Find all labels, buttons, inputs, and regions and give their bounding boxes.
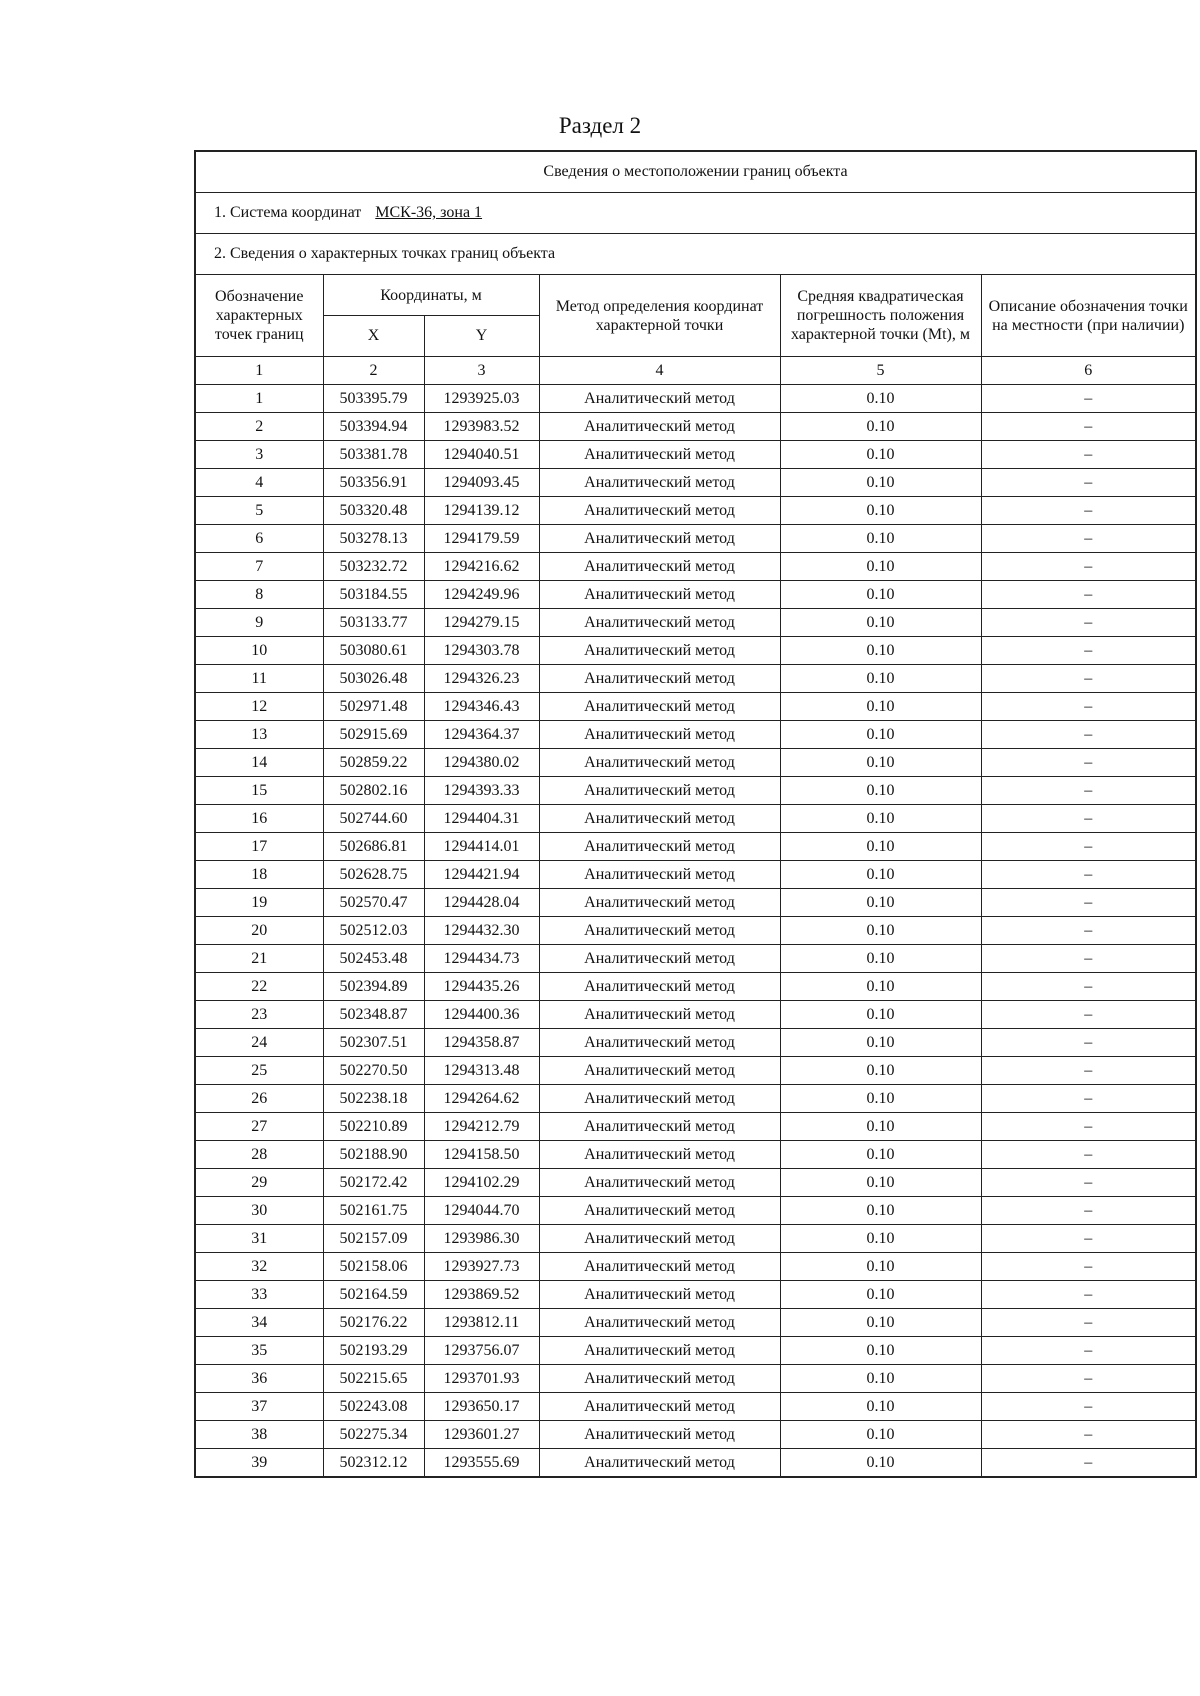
point-number: 22 — [195, 973, 323, 1001]
coord-x: 502210.89 — [323, 1113, 424, 1141]
method-cell: Аналитический метод — [539, 777, 780, 805]
method-cell: Аналитический метод — [539, 1337, 780, 1365]
point-number: 31 — [195, 1225, 323, 1253]
method-cell: Аналитический метод — [539, 497, 780, 525]
description-cell: – — [981, 1421, 1196, 1449]
coord-x: 503184.55 — [323, 581, 424, 609]
mt-cell: 0.10 — [780, 805, 981, 833]
coord-y: 1294264.62 — [424, 1085, 539, 1113]
coord-x: 502915.69 — [323, 721, 424, 749]
description-cell: – — [981, 469, 1196, 497]
point-number: 18 — [195, 861, 323, 889]
point-number: 33 — [195, 1281, 323, 1309]
description-cell: – — [981, 749, 1196, 777]
mt-cell: 0.10 — [780, 1197, 981, 1225]
point-number: 14 — [195, 749, 323, 777]
mt-cell: 0.10 — [780, 609, 981, 637]
description-cell: – — [981, 609, 1196, 637]
description-cell: – — [981, 721, 1196, 749]
mt-cell: 0.10 — [780, 637, 981, 665]
description-cell: – — [981, 637, 1196, 665]
table-row — [195, 805, 1196, 833]
description-cell: – — [981, 1169, 1196, 1197]
mt-cell: 0.10 — [780, 721, 981, 749]
table-row — [195, 777, 1196, 805]
description-cell: – — [981, 889, 1196, 917]
point-number: 26 — [195, 1085, 323, 1113]
table-row — [195, 497, 1196, 525]
point-number: 9 — [195, 609, 323, 637]
table-banner: Сведения о местоположении границ объекта — [195, 151, 1196, 193]
coord-x: 502215.65 — [323, 1365, 424, 1393]
table-row — [195, 609, 1196, 637]
coord-y: 1293756.07 — [424, 1337, 539, 1365]
method-cell: Аналитический метод — [539, 581, 780, 609]
coord-y: 1294216.62 — [424, 553, 539, 581]
boundary-points-table — [194, 150, 1197, 1478]
description-cell: – — [981, 1113, 1196, 1141]
table-row — [195, 469, 1196, 497]
description-cell: – — [981, 581, 1196, 609]
header-designation: Обозначение характерных точек границ — [195, 275, 323, 357]
point-number: 32 — [195, 1253, 323, 1281]
header-x: X — [323, 316, 424, 357]
coord-y: 1294158.50 — [424, 1141, 539, 1169]
coord-x: 502161.75 — [323, 1197, 424, 1225]
description-cell: – — [981, 1225, 1196, 1253]
coord-y: 1293986.30 — [424, 1225, 539, 1253]
header-error: Средняя квадратическая погрешность положения характерной точки (Mt), м — [780, 275, 981, 357]
table-row — [195, 1169, 1196, 1197]
coord-x: 502157.09 — [323, 1225, 424, 1253]
mt-cell: 0.10 — [780, 833, 981, 861]
method-cell: Аналитический метод — [539, 609, 780, 637]
table-row — [195, 973, 1196, 1001]
coord-y: 1294432.30 — [424, 917, 539, 945]
table-row — [195, 1281, 1196, 1309]
coord-x: 503320.48 — [323, 497, 424, 525]
coord-x: 502628.75 — [323, 861, 424, 889]
method-cell: Аналитический метод — [539, 1253, 780, 1281]
coord-system-label: 1. Система координат — [214, 204, 362, 221]
coord-system-value: МСК-36, зона 1 — [375, 204, 483, 221]
coord-y: 1294326.23 — [424, 665, 539, 693]
coord-x: 502971.48 — [323, 693, 424, 721]
coord-y: 1294313.48 — [424, 1057, 539, 1085]
column-number: 1 — [195, 357, 323, 385]
description-cell: – — [981, 861, 1196, 889]
point-number: 4 — [195, 469, 323, 497]
mt-cell: 0.10 — [780, 1085, 981, 1113]
point-number: 7 — [195, 553, 323, 581]
description-cell: – — [981, 1309, 1196, 1337]
method-cell: Аналитический метод — [539, 1225, 780, 1253]
point-number: 19 — [195, 889, 323, 917]
description-cell: – — [981, 553, 1196, 581]
coord-x: 503395.79 — [323, 385, 424, 413]
coord-y: 1294393.33 — [424, 777, 539, 805]
table-row — [195, 1085, 1196, 1113]
point-number: 37 — [195, 1393, 323, 1421]
description-cell: – — [981, 805, 1196, 833]
coord-x: 502176.22 — [323, 1309, 424, 1337]
coord-y: 1293925.03 — [424, 385, 539, 413]
coord-x: 503381.78 — [323, 441, 424, 469]
table-row — [195, 861, 1196, 889]
table-row — [195, 1365, 1196, 1393]
coord-x: 502275.34 — [323, 1421, 424, 1449]
mt-cell: 0.10 — [780, 1365, 981, 1393]
mt-cell: 0.10 — [780, 1169, 981, 1197]
table-row — [195, 917, 1196, 945]
header-method: Метод определения координат характерной точки — [539, 275, 780, 357]
description-cell: – — [981, 525, 1196, 553]
table-row — [195, 581, 1196, 609]
mt-cell: 0.10 — [780, 1337, 981, 1365]
coord-x: 502512.03 — [323, 917, 424, 945]
coord-y: 1293812.11 — [424, 1309, 539, 1337]
point-number: 20 — [195, 917, 323, 945]
mt-cell: 0.10 — [780, 973, 981, 1001]
method-cell: Аналитический метод — [539, 1365, 780, 1393]
point-number: 21 — [195, 945, 323, 973]
coord-x: 502570.47 — [323, 889, 424, 917]
point-number: 34 — [195, 1309, 323, 1337]
table-row — [195, 1449, 1196, 1478]
description-cell: – — [981, 945, 1196, 973]
coord-x: 502158.06 — [323, 1253, 424, 1281]
coord-x: 502307.51 — [323, 1029, 424, 1057]
coord-x: 502859.22 — [323, 749, 424, 777]
coord-x: 503356.91 — [323, 469, 424, 497]
method-cell: Аналитический метод — [539, 665, 780, 693]
coord-x: 503133.77 — [323, 609, 424, 637]
point-number: 38 — [195, 1421, 323, 1449]
method-cell: Аналитический метод — [539, 1085, 780, 1113]
coord-y: 1294346.43 — [424, 693, 539, 721]
coord-y: 1293869.52 — [424, 1281, 539, 1309]
description-cell: – — [981, 497, 1196, 525]
point-number: 27 — [195, 1113, 323, 1141]
method-cell: Аналитический метод — [539, 833, 780, 861]
point-number: 25 — [195, 1057, 323, 1085]
description-cell: – — [981, 917, 1196, 945]
coord-x: 502188.90 — [323, 1141, 424, 1169]
mt-cell: 0.10 — [780, 1057, 981, 1085]
point-number: 29 — [195, 1169, 323, 1197]
point-number: 3 — [195, 441, 323, 469]
mt-cell: 0.10 — [780, 749, 981, 777]
coord-y: 1294380.02 — [424, 749, 539, 777]
table-row — [195, 385, 1196, 413]
mt-cell: 0.10 — [780, 777, 981, 805]
coord-y: 1294212.79 — [424, 1113, 539, 1141]
description-cell: – — [981, 1085, 1196, 1113]
mt-cell: 0.10 — [780, 1141, 981, 1169]
coord-y: 1294400.36 — [424, 1001, 539, 1029]
method-cell: Аналитический метод — [539, 1029, 780, 1057]
coord-x: 502802.16 — [323, 777, 424, 805]
coord-x: 502193.29 — [323, 1337, 424, 1365]
coord-x: 502348.87 — [323, 1001, 424, 1029]
mt-cell: 0.10 — [780, 413, 981, 441]
coord-y: 1294040.51 — [424, 441, 539, 469]
description-cell: – — [981, 1365, 1196, 1393]
mt-cell: 0.10 — [780, 1449, 981, 1478]
mt-cell: 0.10 — [780, 525, 981, 553]
coord-x: 502453.48 — [323, 945, 424, 973]
description-cell: – — [981, 1337, 1196, 1365]
table-row — [195, 693, 1196, 721]
method-cell: Аналитический метод — [539, 1001, 780, 1029]
column-number-row — [195, 357, 1196, 385]
point-number: 39 — [195, 1449, 323, 1478]
table-row — [195, 441, 1196, 469]
point-number: 1 — [195, 385, 323, 413]
table-row — [195, 637, 1196, 665]
method-cell: Аналитический метод — [539, 749, 780, 777]
point-number: 13 — [195, 721, 323, 749]
description-cell: – — [981, 385, 1196, 413]
coord-y: 1294179.59 — [424, 525, 539, 553]
description-cell: – — [981, 973, 1196, 1001]
coord-y: 1294421.94 — [424, 861, 539, 889]
coord-x: 502172.42 — [323, 1169, 424, 1197]
method-cell: Аналитический метод — [539, 805, 780, 833]
column-number: 4 — [539, 357, 780, 385]
coord-x: 502744.60 — [323, 805, 424, 833]
table-row — [195, 1001, 1196, 1029]
description-cell: – — [981, 1141, 1196, 1169]
mt-cell: 0.10 — [780, 665, 981, 693]
method-cell: Аналитический метод — [539, 413, 780, 441]
table-row — [195, 1197, 1196, 1225]
description-cell: – — [981, 1253, 1196, 1281]
table-row — [195, 1141, 1196, 1169]
point-number: 11 — [195, 665, 323, 693]
points-heading: 2. Сведения о характерных точках границ объекта — [195, 234, 1196, 275]
coord-y: 1293650.17 — [424, 1393, 539, 1421]
coord-y: 1294044.70 — [424, 1197, 539, 1225]
point-number: 35 — [195, 1337, 323, 1365]
method-cell: Аналитический метод — [539, 1113, 780, 1141]
point-number: 36 — [195, 1365, 323, 1393]
method-cell: Аналитический метод — [539, 889, 780, 917]
mt-cell: 0.10 — [780, 889, 981, 917]
coord-y: 1294303.78 — [424, 637, 539, 665]
coord-x: 502686.81 — [323, 833, 424, 861]
coord-y: 1293601.27 — [424, 1421, 539, 1449]
coord-y: 1294139.12 — [424, 497, 539, 525]
mt-cell: 0.10 — [780, 1281, 981, 1309]
coord-y: 1294279.15 — [424, 609, 539, 637]
coord-y: 1293701.93 — [424, 1365, 539, 1393]
point-number: 23 — [195, 1001, 323, 1029]
table-row — [195, 833, 1196, 861]
method-cell: Аналитический метод — [539, 1169, 780, 1197]
coord-x: 502238.18 — [323, 1085, 424, 1113]
table-row — [195, 945, 1196, 973]
description-cell: – — [981, 413, 1196, 441]
mt-cell: 0.10 — [780, 1309, 981, 1337]
description-cell: – — [981, 1449, 1196, 1478]
point-number: 30 — [195, 1197, 323, 1225]
method-cell: Аналитический метод — [539, 917, 780, 945]
mt-cell: 0.10 — [780, 497, 981, 525]
table-row — [195, 1113, 1196, 1141]
mt-cell: 0.10 — [780, 1113, 981, 1141]
coord-y: 1294435.26 — [424, 973, 539, 1001]
coord-y: 1294428.04 — [424, 889, 539, 917]
method-cell: Аналитический метод — [539, 693, 780, 721]
method-cell: Аналитический метод — [539, 945, 780, 973]
method-cell: Аналитический метод — [539, 973, 780, 1001]
mt-cell: 0.10 — [780, 469, 981, 497]
method-cell: Аналитический метод — [539, 861, 780, 889]
point-number: 8 — [195, 581, 323, 609]
mt-cell: 0.10 — [780, 861, 981, 889]
mt-cell: 0.10 — [780, 1421, 981, 1449]
coord-y: 1293555.69 — [424, 1449, 539, 1478]
description-cell: – — [981, 1197, 1196, 1225]
coord-y: 1294358.87 — [424, 1029, 539, 1057]
description-cell: – — [981, 777, 1196, 805]
point-number: 28 — [195, 1141, 323, 1169]
description-cell: – — [981, 665, 1196, 693]
coord-y: 1293983.52 — [424, 413, 539, 441]
coord-x: 502270.50 — [323, 1057, 424, 1085]
coord-x: 502394.89 — [323, 973, 424, 1001]
method-cell: Аналитический метод — [539, 637, 780, 665]
coord-y: 1293927.73 — [424, 1253, 539, 1281]
table-row — [195, 749, 1196, 777]
point-number: 16 — [195, 805, 323, 833]
point-number: 12 — [195, 693, 323, 721]
table-row — [195, 1057, 1196, 1085]
coord-y: 1294093.45 — [424, 469, 539, 497]
table-row — [195, 1337, 1196, 1365]
method-cell: Аналитический метод — [539, 525, 780, 553]
table-row — [195, 1029, 1196, 1057]
method-cell: Аналитический метод — [539, 1393, 780, 1421]
column-number: 6 — [981, 357, 1196, 385]
coord-y: 1294102.29 — [424, 1169, 539, 1197]
method-cell: Аналитический метод — [539, 1449, 780, 1478]
column-number: 2 — [323, 357, 424, 385]
section-title: Раздел 2 — [558, 113, 642, 138]
coord-system-row — [195, 193, 1196, 234]
table-row — [195, 1225, 1196, 1253]
header-description: Описание обозначения точки на местности (при наличии) — [981, 275, 1196, 357]
table-row — [195, 721, 1196, 749]
header-y: Y — [424, 316, 539, 357]
point-number: 17 — [195, 833, 323, 861]
method-cell: Аналитический метод — [539, 721, 780, 749]
method-cell: Аналитический метод — [539, 1141, 780, 1169]
description-cell: – — [981, 1001, 1196, 1029]
point-number: 15 — [195, 777, 323, 805]
coord-x: 502312.12 — [323, 1449, 424, 1478]
coord-x: 503394.94 — [323, 413, 424, 441]
table-row — [195, 553, 1196, 581]
method-cell: Аналитический метод — [539, 1309, 780, 1337]
mt-cell: 0.10 — [780, 1225, 981, 1253]
description-cell: – — [981, 1029, 1196, 1057]
point-number: 24 — [195, 1029, 323, 1057]
method-cell: Аналитический метод — [539, 385, 780, 413]
method-cell: Аналитический метод — [539, 1057, 780, 1085]
description-cell: – — [981, 693, 1196, 721]
column-number: 3 — [424, 357, 539, 385]
coord-y: 1294434.73 — [424, 945, 539, 973]
table-row — [195, 665, 1196, 693]
method-cell: Аналитический метод — [539, 469, 780, 497]
point-number: 5 — [195, 497, 323, 525]
method-cell: Аналитический метод — [539, 553, 780, 581]
table-row — [195, 1309, 1196, 1337]
table-row — [195, 889, 1196, 917]
table-row — [195, 413, 1196, 441]
table-row — [195, 525, 1196, 553]
method-cell: Аналитический метод — [539, 1281, 780, 1309]
coord-y: 1294414.01 — [424, 833, 539, 861]
coord-x: 503278.13 — [323, 525, 424, 553]
mt-cell: 0.10 — [780, 1001, 981, 1029]
coord-x: 503026.48 — [323, 665, 424, 693]
mt-cell: 0.10 — [780, 1029, 981, 1057]
description-cell: – — [981, 1393, 1196, 1421]
description-cell: – — [981, 1281, 1196, 1309]
mt-cell: 0.10 — [780, 581, 981, 609]
coord-x: 502164.59 — [323, 1281, 424, 1309]
coord-x: 503232.72 — [323, 553, 424, 581]
method-cell: Аналитический метод — [539, 1421, 780, 1449]
point-number: 6 — [195, 525, 323, 553]
table-row — [195, 1393, 1196, 1421]
coord-y: 1294364.37 — [424, 721, 539, 749]
table-row — [195, 1421, 1196, 1449]
method-cell: Аналитический метод — [539, 441, 780, 469]
point-number: 10 — [195, 637, 323, 665]
coord-y: 1294249.96 — [424, 581, 539, 609]
mt-cell: 0.10 — [780, 1253, 981, 1281]
mt-cell: 0.10 — [780, 441, 981, 469]
header-coordinates: Координаты, м — [323, 275, 539, 316]
mt-cell: 0.10 — [780, 917, 981, 945]
coord-x: 502243.08 — [323, 1393, 424, 1421]
mt-cell: 0.10 — [780, 945, 981, 973]
coord-x: 503080.61 — [323, 637, 424, 665]
description-cell: – — [981, 1057, 1196, 1085]
mt-cell: 0.10 — [780, 1393, 981, 1421]
point-number: 2 — [195, 413, 323, 441]
mt-cell: 0.10 — [780, 553, 981, 581]
column-number: 5 — [780, 357, 981, 385]
table-row — [195, 1253, 1196, 1281]
description-cell: – — [981, 833, 1196, 861]
method-cell: Аналитический метод — [539, 1197, 780, 1225]
coord-y: 1294404.31 — [424, 805, 539, 833]
mt-cell: 0.10 — [780, 693, 981, 721]
description-cell: – — [981, 441, 1196, 469]
mt-cell: 0.10 — [780, 385, 981, 413]
